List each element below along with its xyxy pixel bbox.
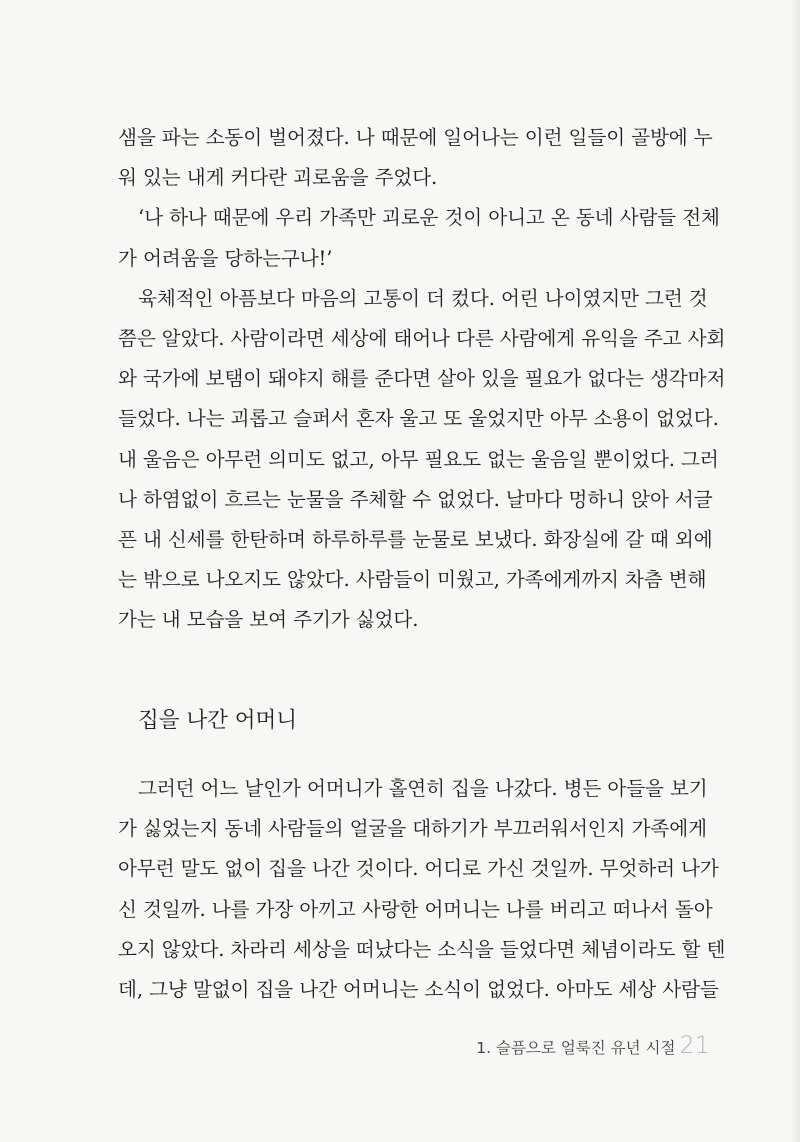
text-line: 가 싫었는지 동네 사람들의 얼굴을 대하기가 부끄러워서인지 가족에게 — [118, 817, 707, 841]
chapter-title: 1. 슬픔으로 얼룩진 유년 시절 — [476, 1039, 676, 1057]
text-line: 신 것일까. 나를 가장 아끼고 사랑한 어머니는 나를 버리고 떠나서 돌아 — [118, 897, 713, 921]
text-line: 들었다. 나는 괴롭고 슬퍼서 혼자 울고 또 울었지만 아무 소용이 없었다. — [118, 407, 719, 431]
text-line: 데, 그냥 말없이 집을 나간 어머니는 소식이 없었다. 아마도 세상 사람들 — [118, 977, 719, 1001]
page-edge-shadow — [790, 0, 800, 1142]
text-line: 픈 내 신세를 한탄하며 하루하루를 눈물로 보냈다. 화장실에 갈 때 외에 — [118, 527, 713, 551]
text-line: 그러던 어느 날인가 어머니가 홀연히 집을 나갔다. 병든 아들을 보기 — [138, 777, 708, 800]
text-line: 아무런 말도 없이 집을 나간 것이다. 어디로 가신 것일까. 무엇하러 나가 — [118, 857, 719, 881]
text-line: 워 있는 내게 커다란 괴로움을 주었다. — [118, 166, 438, 190]
text-line: 가는 내 모습을 보여 주기가 싫었다. — [118, 608, 419, 632]
text-line: 와 국가에 보탬이 돼야지 해를 준다면 살아 있을 필요가 없다는 생각마저 — [118, 367, 726, 391]
text-line: 가 어려움을 당하는구나!’ — [118, 246, 333, 270]
text-line: 샘을 파는 소동이 벌어졌다. 나 때문에 일어나는 이런 일들이 골방에 누 — [118, 126, 713, 149]
text-line: 내 울음은 아무런 의미도 없고, 아무 필요도 없는 울음일 뿐이었다. 그러 — [118, 447, 719, 471]
text-line: 육체적인 아픔보다 마음의 고통이 더 컸다. 어린 나이였지만 그런 것 — [138, 286, 708, 310]
body-text-bottom — [118, 769, 726, 1010]
text-line: 나 하염없이 흐르는 눈물을 주체할 수 없었다. 날마다 멍하니 앉아 서글 — [118, 487, 713, 511]
page-number: 21 — [679, 1031, 710, 1059]
section-heading: 집을 나간 어머니 — [138, 708, 298, 733]
text-line: 는 밖으로 나오지도 않았다. 사람들이 미웠고, 가족에게까지 차츰 변해 — [118, 568, 707, 592]
body-text-top — [118, 118, 726, 640]
text-line: 오지 않았다. 차라리 세상을 떠났다는 소식을 들었다면 체념이라도 할 텐 — [118, 937, 726, 961]
text-line: 쯤은 알았다. 사람이라면 세상에 태어나 다른 사람에게 유익을 주고 사회 — [118, 326, 726, 350]
text-line: ‘나 하나 때문에 우리 가족만 괴로운 것이 아니고 온 동네 사람들 전체 — [138, 206, 720, 230]
page-footer — [476, 1031, 710, 1059]
